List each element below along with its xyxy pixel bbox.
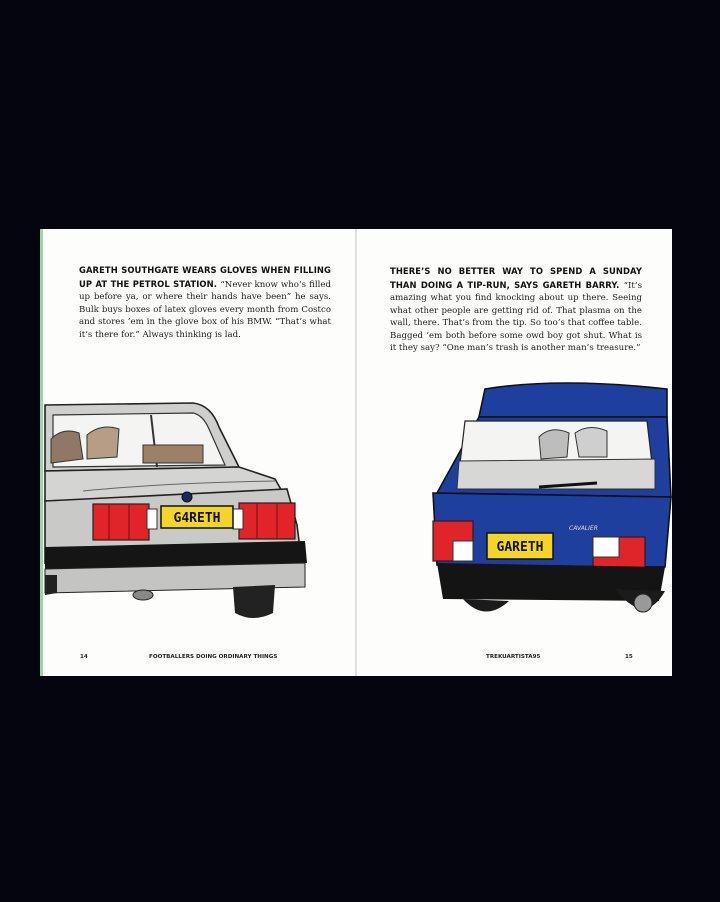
left-article: [79, 264, 331, 341]
left-page: [40, 229, 355, 676]
left-plate: G4RETH: [173, 511, 221, 526]
right-headline: THERE’S NO BETTER WAY TO SPEND A SUNDAY THAN DOING A TIP-RUN, SAYS GARETH BARRY.: [390, 266, 642, 290]
left-body: “Never know who’s filled up before ya, or where their hands have been” he says. Bulk buys boxes of latex gloves every month from Costco and stores ’em in the glove box of his BMW. “That’s what it’s there for.” Always thinking is lad.: [79, 279, 331, 340]
left-headline: GARETH SOUTHGATE WEARS GLOVES WHEN FILLING UP AT THE PETROL STATION.: [79, 265, 331, 289]
blue-hatchback-illustration: [429, 377, 672, 629]
silver-bmw-illustration: [43, 397, 355, 627]
right-badge: CAVALIER: [569, 525, 598, 532]
right-article: [390, 265, 642, 355]
right-body: “It’s amazing what you find knocking about up there. Seeing what other people are getting rid of. That plasma on the wall, there. That’s from the tip. So too’s that coffee table. Bagged ’em both before some owd boy got shut. What is it they say? “One man’s trash is another man’s treasure.”: [390, 280, 642, 353]
left-running-title: FOOTBALLERS DOING ORDINARY THINGS: [149, 654, 278, 660]
left-page-number: 14: [80, 654, 88, 660]
right-page-number: 15: [625, 654, 633, 660]
right-page: [357, 229, 672, 676]
right-plate: GARETH: [496, 540, 544, 555]
right-running-title: TREKUARTISTA95: [486, 654, 541, 660]
